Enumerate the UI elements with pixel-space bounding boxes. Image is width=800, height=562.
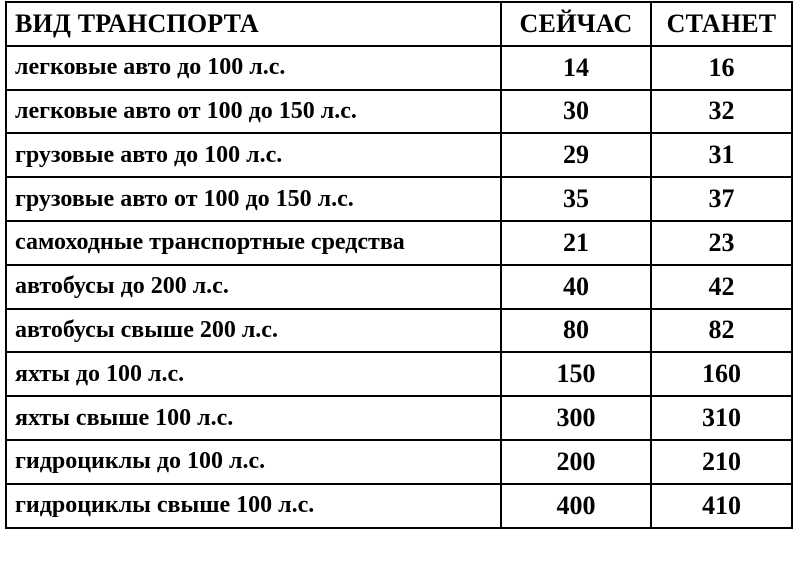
now-value-cell: 150 (501, 352, 651, 396)
transport-type-cell: грузовые авто от 100 до 150 л.с. (6, 177, 501, 221)
transport-type-cell: автобусы свыше 200 л.с. (6, 309, 501, 353)
transport-type-cell: яхты до 100 л.с. (6, 352, 501, 396)
table-row (6, 90, 792, 134)
table-row (6, 177, 792, 221)
will-be-value-cell: 31 (651, 133, 792, 177)
table-row (6, 133, 792, 177)
table-row (6, 221, 792, 265)
table-row (6, 352, 792, 396)
table-row (6, 396, 792, 440)
header-now: СЕЙЧАС (501, 2, 651, 46)
header-row (6, 2, 792, 46)
now-value-cell: 14 (501, 46, 651, 90)
now-value-cell: 200 (501, 440, 651, 484)
transport-type-cell: гидроциклы до 100 л.с. (6, 440, 501, 484)
header-will-be: СТАНЕТ (651, 2, 792, 46)
now-value-cell: 35 (501, 177, 651, 221)
table-row (6, 440, 792, 484)
transport-type-cell: грузовые авто до 100 л.с. (6, 133, 501, 177)
table-row (6, 46, 792, 90)
table-row (6, 309, 792, 353)
transport-type-cell: легковые авто от 100 до 150 л.с. (6, 90, 501, 134)
will-be-value-cell: 16 (651, 46, 792, 90)
now-value-cell: 29 (501, 133, 651, 177)
will-be-value-cell: 32 (651, 90, 792, 134)
now-value-cell: 30 (501, 90, 651, 134)
will-be-value-cell: 82 (651, 309, 792, 353)
now-value-cell: 80 (501, 309, 651, 353)
will-be-value-cell: 37 (651, 177, 792, 221)
header-transport-type: ВИД ТРАНСПОРТА (6, 2, 501, 46)
will-be-value-cell: 310 (651, 396, 792, 440)
now-value-cell: 400 (501, 484, 651, 528)
transport-type-cell: яхты свыше 100 л.с. (6, 396, 501, 440)
will-be-value-cell: 210 (651, 440, 792, 484)
will-be-value-cell: 23 (651, 221, 792, 265)
will-be-value-cell: 42 (651, 265, 792, 309)
will-be-value-cell: 410 (651, 484, 792, 528)
transport-tax-table (5, 1, 793, 529)
table-row (6, 265, 792, 309)
table-row (6, 484, 792, 528)
now-value-cell: 21 (501, 221, 651, 265)
will-be-value-cell: 160 (651, 352, 792, 396)
now-value-cell: 40 (501, 265, 651, 309)
now-value-cell: 300 (501, 396, 651, 440)
transport-type-cell: легковые авто до 100 л.с. (6, 46, 501, 90)
transport-type-cell: автобусы до 200 л.с. (6, 265, 501, 309)
transport-type-cell: самоходные транспортные средства (6, 221, 501, 265)
transport-type-cell: гидроциклы свыше 100 л.с. (6, 484, 501, 528)
